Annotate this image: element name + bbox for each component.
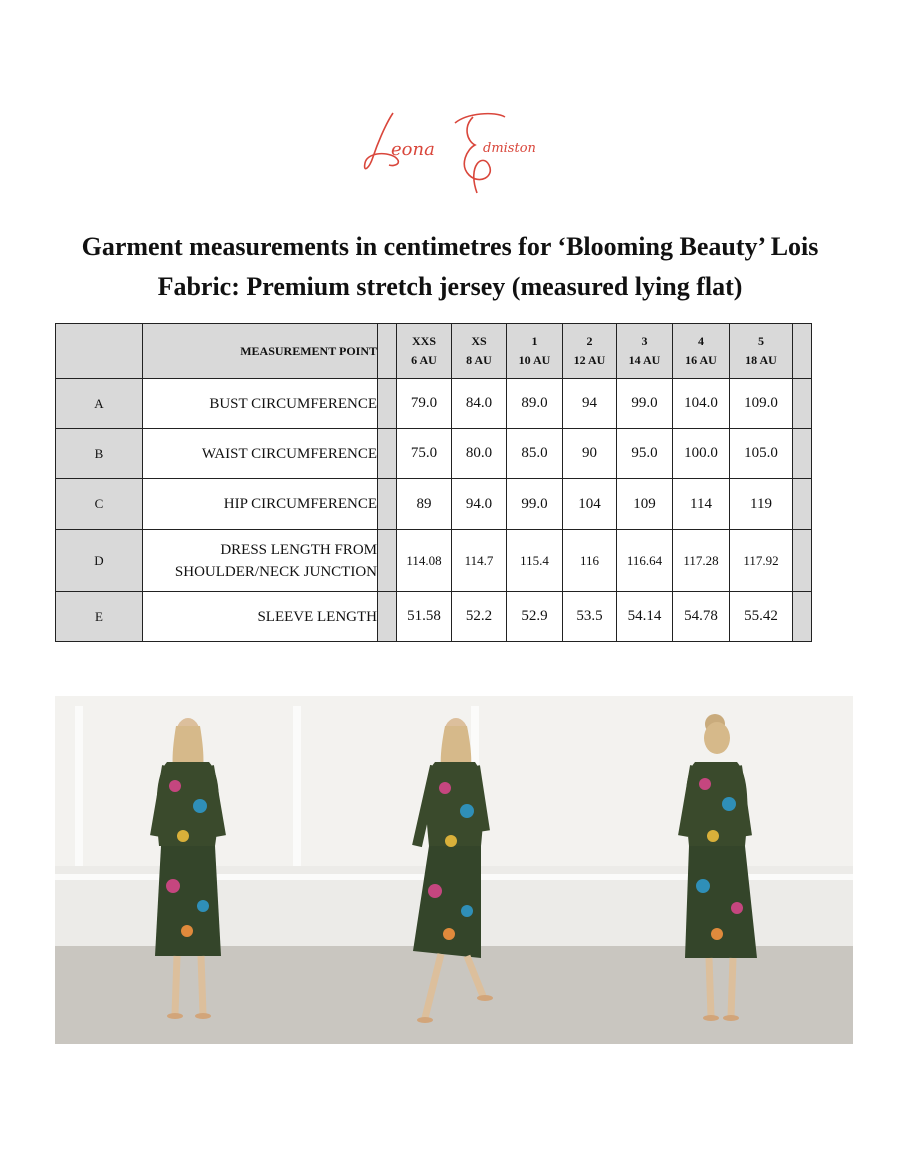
dress-photo-front	[55, 696, 321, 1044]
spacer-cell	[378, 379, 397, 429]
measurement-value: 90	[563, 429, 617, 479]
spacer-cell	[793, 530, 812, 592]
size-header: XXS 6 AU	[397, 324, 452, 379]
measurement-value: 114.7	[452, 530, 507, 592]
row-code: A	[56, 379, 143, 429]
spacer-cell	[378, 324, 397, 379]
measurement-value: 117.92	[730, 530, 793, 592]
size-header: XS 8 AU	[452, 324, 507, 379]
measurement-value: 117.28	[673, 530, 730, 592]
fabric-subtitle: Fabric: Premium stretch jersey (measured lying flat)	[157, 272, 743, 301]
measurement-value: 116.64	[617, 530, 673, 592]
measurement-value: 53.5	[563, 592, 617, 642]
measurement-value: 84.0	[452, 379, 507, 429]
table-header-row	[56, 324, 812, 379]
size-header: 1 10 AU	[507, 324, 563, 379]
row-code: D	[56, 530, 143, 592]
measurement-value: 94	[563, 379, 617, 429]
measurement-value: 119	[730, 479, 793, 530]
size-header: 5 18 AU	[730, 324, 793, 379]
spacer-cell	[378, 429, 397, 479]
measurement-value: 54.78	[673, 592, 730, 642]
measurement-value: 114.08	[397, 530, 452, 592]
size-chart-table	[55, 323, 812, 642]
dress-photo-side	[321, 696, 587, 1044]
spacer-cell	[793, 479, 812, 530]
row-code: B	[56, 429, 143, 479]
table-row	[56, 530, 812, 592]
measurement-value: 109.0	[730, 379, 793, 429]
corner-cell	[56, 324, 143, 379]
svg-text:dmiston: dmiston	[483, 141, 536, 156]
brand-logo	[355, 105, 545, 200]
spacer-cell	[793, 324, 812, 379]
table-row	[56, 379, 812, 429]
measurement-value: 105.0	[730, 429, 793, 479]
row-code: E	[56, 592, 143, 642]
size-header: 4 16 AU	[673, 324, 730, 379]
measurement-value: 52.9	[507, 592, 563, 642]
measurement-value: 100.0	[673, 429, 730, 479]
measurement-value: 54.14	[617, 592, 673, 642]
measurement-value: 116	[563, 530, 617, 592]
measurement-value: 115.4	[507, 530, 563, 592]
spacer-cell	[378, 479, 397, 530]
measurement-value: 99.0	[507, 479, 563, 530]
spacer-cell	[378, 592, 397, 642]
measurement-point-header: MEASUREMENT POINT	[143, 324, 378, 379]
measurement-value: 79.0	[397, 379, 452, 429]
measurement-value: 80.0	[452, 429, 507, 479]
product-photos	[55, 696, 854, 1044]
measurement-value: 55.42	[730, 592, 793, 642]
measurement-value: 114	[673, 479, 730, 530]
table-row	[56, 479, 812, 530]
spacer-cell	[378, 530, 397, 592]
measurement-value: 95.0	[617, 429, 673, 479]
page-title: Garment measurements in centimetres for ‘Blooming Beauty’ Lois	[81, 232, 819, 261]
measurement-value: 94.0	[452, 479, 507, 530]
size-header: 2 12 AU	[563, 324, 617, 379]
measurement-point-label: WAIST CIRCUMFERENCE	[143, 429, 378, 479]
measurement-value: 89.0	[507, 379, 563, 429]
measurement-value: 104	[563, 479, 617, 530]
measurement-value: 85.0	[507, 429, 563, 479]
measurement-value: 104.0	[673, 379, 730, 429]
svg-text:eona: eona	[391, 139, 435, 160]
size-header: 3 14 AU	[617, 324, 673, 379]
measurement-value: 52.2	[452, 592, 507, 642]
measurement-value: 99.0	[617, 379, 673, 429]
table-row	[56, 429, 812, 479]
measurement-point-label: HIP CIRCUMFERENCE	[143, 479, 378, 530]
measurement-value: 109	[617, 479, 673, 530]
table-row	[56, 592, 812, 642]
spacer-cell	[793, 429, 812, 479]
measurement-value: 75.0	[397, 429, 452, 479]
dress-photo-back	[587, 696, 853, 1044]
spacer-cell	[793, 592, 812, 642]
measurement-value: 51.58	[397, 592, 452, 642]
measurement-point-label: SLEEVE LENGTH	[143, 592, 378, 642]
spacer-cell	[793, 379, 812, 429]
measurement-value: 89	[397, 479, 452, 530]
measurement-point-label: DRESS LENGTH FROM SHOULDER/NECK JUNCTION	[143, 530, 378, 592]
measurement-point-label: BUST CIRCUMFERENCE	[143, 379, 378, 429]
row-code: C	[56, 479, 143, 530]
